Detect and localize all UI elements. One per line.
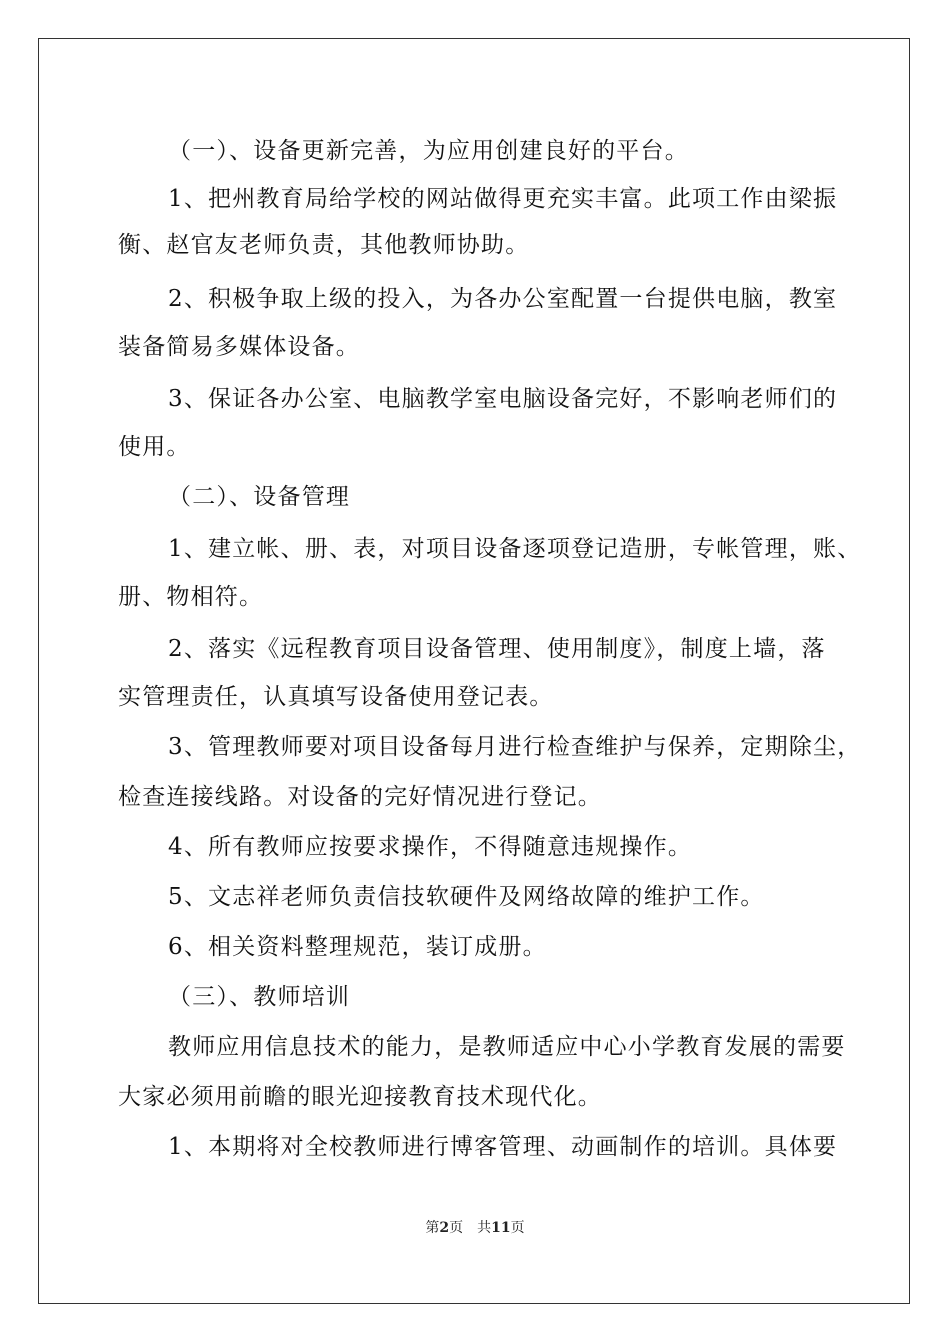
page-footer <box>0 1218 950 1238</box>
section-heading-2: （二）、设备管理 <box>168 484 351 510</box>
paragraph-line: 检查连接线路。对设备的完好情况进行登记。 <box>118 784 602 810</box>
paragraph-line: 4、所有教师应按要求操作，不得随意违规操作。 <box>168 834 693 860</box>
paragraph-line: 教师应用信息技术的能力，是教师适应中心小学教育发展的需要 <box>168 1034 846 1060</box>
section-heading-1: （一）、设备更新完善，为应用创建良好的平台。 <box>168 138 689 164</box>
paragraph-line: 衡、赵官友老师负责，其他教师协助。 <box>118 232 530 258</box>
paragraph-line: 装备简易多媒体设备。 <box>118 334 360 360</box>
paragraph-line: 5、文志祥老师负责信技软硬件及网络故障的维护工作。 <box>168 884 765 910</box>
paragraph-line: 使用。 <box>118 434 191 460</box>
paragraph-line: 大家必须用前瞻的眼光迎接教育技术现代化。 <box>118 1084 602 1110</box>
paragraph-line: 3、管理教师要对项目设备每月进行检查维护与保养，定期除尘， <box>168 734 862 760</box>
paragraph-line: 1、把州教育局给学校的网站做得更充实丰富。此项工作由梁振 <box>168 186 838 212</box>
page-border <box>38 38 910 1304</box>
section-heading-3: （三）、教师培训 <box>168 984 351 1010</box>
paragraph-line: 2、落实《远程教育项目设备管理、使用制度》，制度上墙，落 <box>168 636 826 662</box>
paragraph-line: 1、本期将对全校教师进行博客管理、动画制作的培训。具体要 <box>168 1134 838 1160</box>
paragraph-line: 册、物相符。 <box>118 584 264 610</box>
total-pages-label: 共11页 <box>477 1220 525 1236</box>
paragraph-line: 1、建立帐、册、表，对项目设备逐项登记造册，专帐管理，账、 <box>168 536 862 562</box>
paragraph-line: 实管理责任，认真填写设备使用登记表。 <box>118 684 554 710</box>
paragraph-line: 3、保证各办公室、电脑教学室电脑设备完好，不影响老师们的 <box>168 386 838 412</box>
page-number-label: 第2页 <box>425 1220 464 1236</box>
paragraph-line: 2、积极争取上级的投入，为各办公室配置一台提供电脑，教室 <box>168 286 838 312</box>
paragraph-line: 6、相关资料整理规范，装订成册。 <box>168 934 547 960</box>
